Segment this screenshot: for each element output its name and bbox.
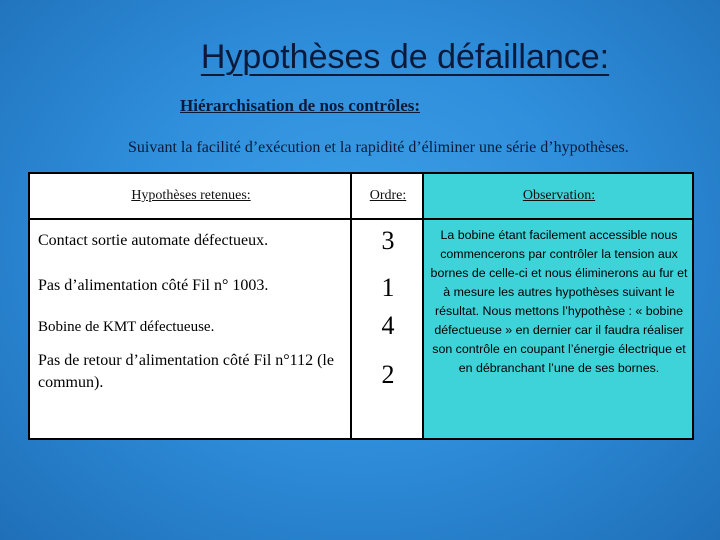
observation-text: La bobine étant facilement accessible nous commencerons par contrôler la tension aux bornes de celle-ci et nous éliminerons au fur et à mesure les autres hypothèses suivant le résultat. Nous mettons l’hypothèse : « bobine défectueuse » en dernier car il faudra réaliser son contrôle en coupant l’énergie électrique et en débranchant l’une de ses bornes.	[430, 228, 688, 375]
observation-header-divider	[424, 218, 692, 220]
hypotheses-column	[30, 174, 352, 438]
order-4: 2	[381, 360, 395, 389]
header-observation: Observation:	[522, 188, 596, 203]
header-order: Ordre:	[369, 188, 407, 203]
hypothesis-4: Pas de retour d’alimentation côté Fil n°112 (le commun).	[38, 352, 334, 391]
hypothesis-1: Contact sortie automate défectueux.	[38, 232, 269, 249]
header-hypotheses: Hypothèses retenues:	[131, 188, 251, 203]
header-divider	[30, 218, 424, 220]
order-1: 3	[381, 226, 395, 255]
order-3: 4	[381, 311, 395, 340]
slide-title: Hypothèses de défaillance:	[200, 38, 610, 76]
hypothesis-3: Bobine de KMT défectueuse.	[38, 319, 215, 335]
order-2: 1	[381, 273, 395, 302]
order-column	[352, 174, 424, 438]
slide-subtitle: Hiérarchisation de nos contrôles:	[180, 96, 421, 115]
hypothesis-2: Pas d’alimentation côté Fil n° 1003.	[38, 277, 269, 294]
hypotheses-table	[28, 172, 694, 440]
intro-text: Suivant la facilité d’exécution et la rapidité d’éliminer une série d’hypothèses.	[128, 139, 629, 156]
